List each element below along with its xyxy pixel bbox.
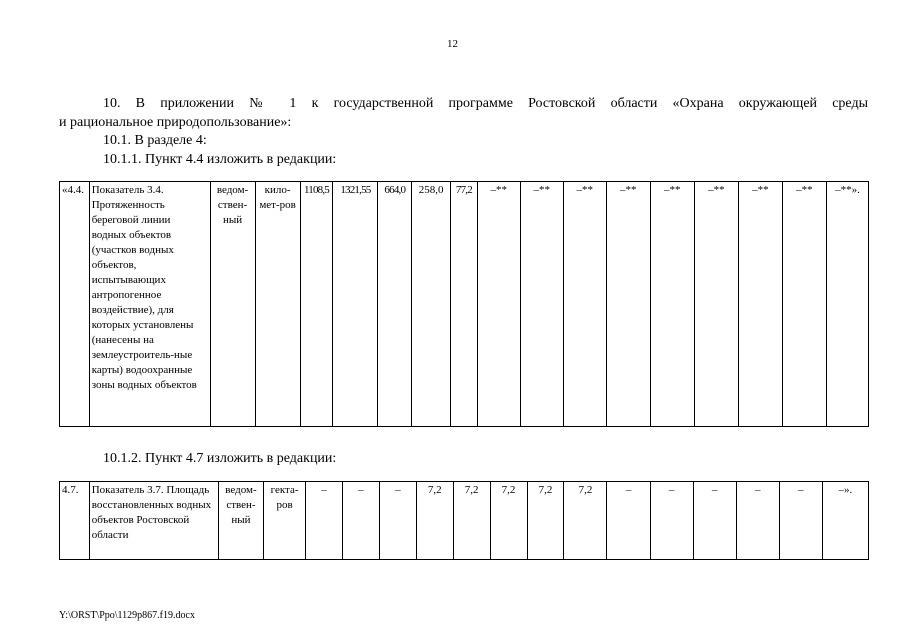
paragraph-10-line1: 10. В приложении № 1 к государственной программе Ростовской области «Охрана окружающей среды (103, 96, 868, 111)
value-cell: 7,2 (564, 482, 607, 560)
value-cell: –** (563, 182, 606, 427)
value-cell: 664,0 (378, 182, 412, 427)
value-cell: 7,2 (453, 482, 490, 560)
table-row (60, 182, 869, 427)
paragraph-10-line2: и рациональное природопользование»: (59, 115, 292, 130)
value-cell: 7,2 (416, 482, 453, 560)
value-cell: –** (738, 182, 782, 427)
value-cell: – (342, 482, 379, 560)
value-cell: 1321,55 (333, 182, 378, 427)
value-cell: – (607, 482, 650, 560)
paragraph-10-1: 10.1. В разделе 4: (103, 133, 207, 148)
row-number-cell: «4.4. (60, 182, 90, 427)
paragraph-10-1-1: 10.1.1. Пункт 4.4 изложить в редакции: (103, 152, 337, 167)
value-cell: – (693, 482, 736, 560)
value-cell: 258,0 (412, 182, 451, 427)
table-item-4-7 (59, 481, 869, 560)
value-cell: –** (477, 182, 520, 427)
value-cell: 7,2 (490, 482, 527, 560)
value-cell: – (779, 482, 822, 560)
page-number: 12 (447, 38, 458, 50)
value-cell: – (379, 482, 416, 560)
value-cell: –** (650, 182, 694, 427)
value-cell: – (736, 482, 779, 560)
indicator-cell: Показатель 3.4. Протяженность береговой линии водных объектов (участков водных объектов, испытывающих антропогенное воздействие), для которых установлены (нанесены на землеустроитель-ные карты) водоохранные зоны водных объектов (89, 182, 210, 427)
file-path-footer: Y:\ORST\Ppo\1129p867.f19.docx (59, 610, 195, 621)
value-cell: –**». (826, 182, 868, 427)
value-cell: 7,2 (527, 482, 564, 560)
value-cell: –». (822, 482, 868, 560)
value-cell: –** (606, 182, 650, 427)
row-number-cell: 4.7. (60, 482, 90, 560)
value-cell: 77,2 (451, 182, 478, 427)
table-row (60, 482, 869, 560)
unit-cell: гекта-ров (264, 482, 306, 560)
value-cell: –** (694, 182, 738, 427)
indicator-type-cell: ведом-ствен-ный (218, 482, 263, 560)
indicator-cell: Показатель 3.7. Площадь восстановленных водных объектов Ростовской области (89, 482, 218, 560)
value-cell: 1108,5 (300, 182, 333, 427)
value-cell: –** (782, 182, 826, 427)
table-item-4-4 (59, 181, 869, 427)
unit-cell: кило-мет-ров (255, 182, 300, 427)
indicator-type-cell: ведом-ствен-ный (210, 182, 255, 427)
value-cell: – (650, 482, 693, 560)
value-cell: –** (520, 182, 563, 427)
value-cell: – (306, 482, 343, 560)
paragraph-10-1-2: 10.1.2. Пункт 4.7 изложить в редакции: (103, 451, 337, 466)
